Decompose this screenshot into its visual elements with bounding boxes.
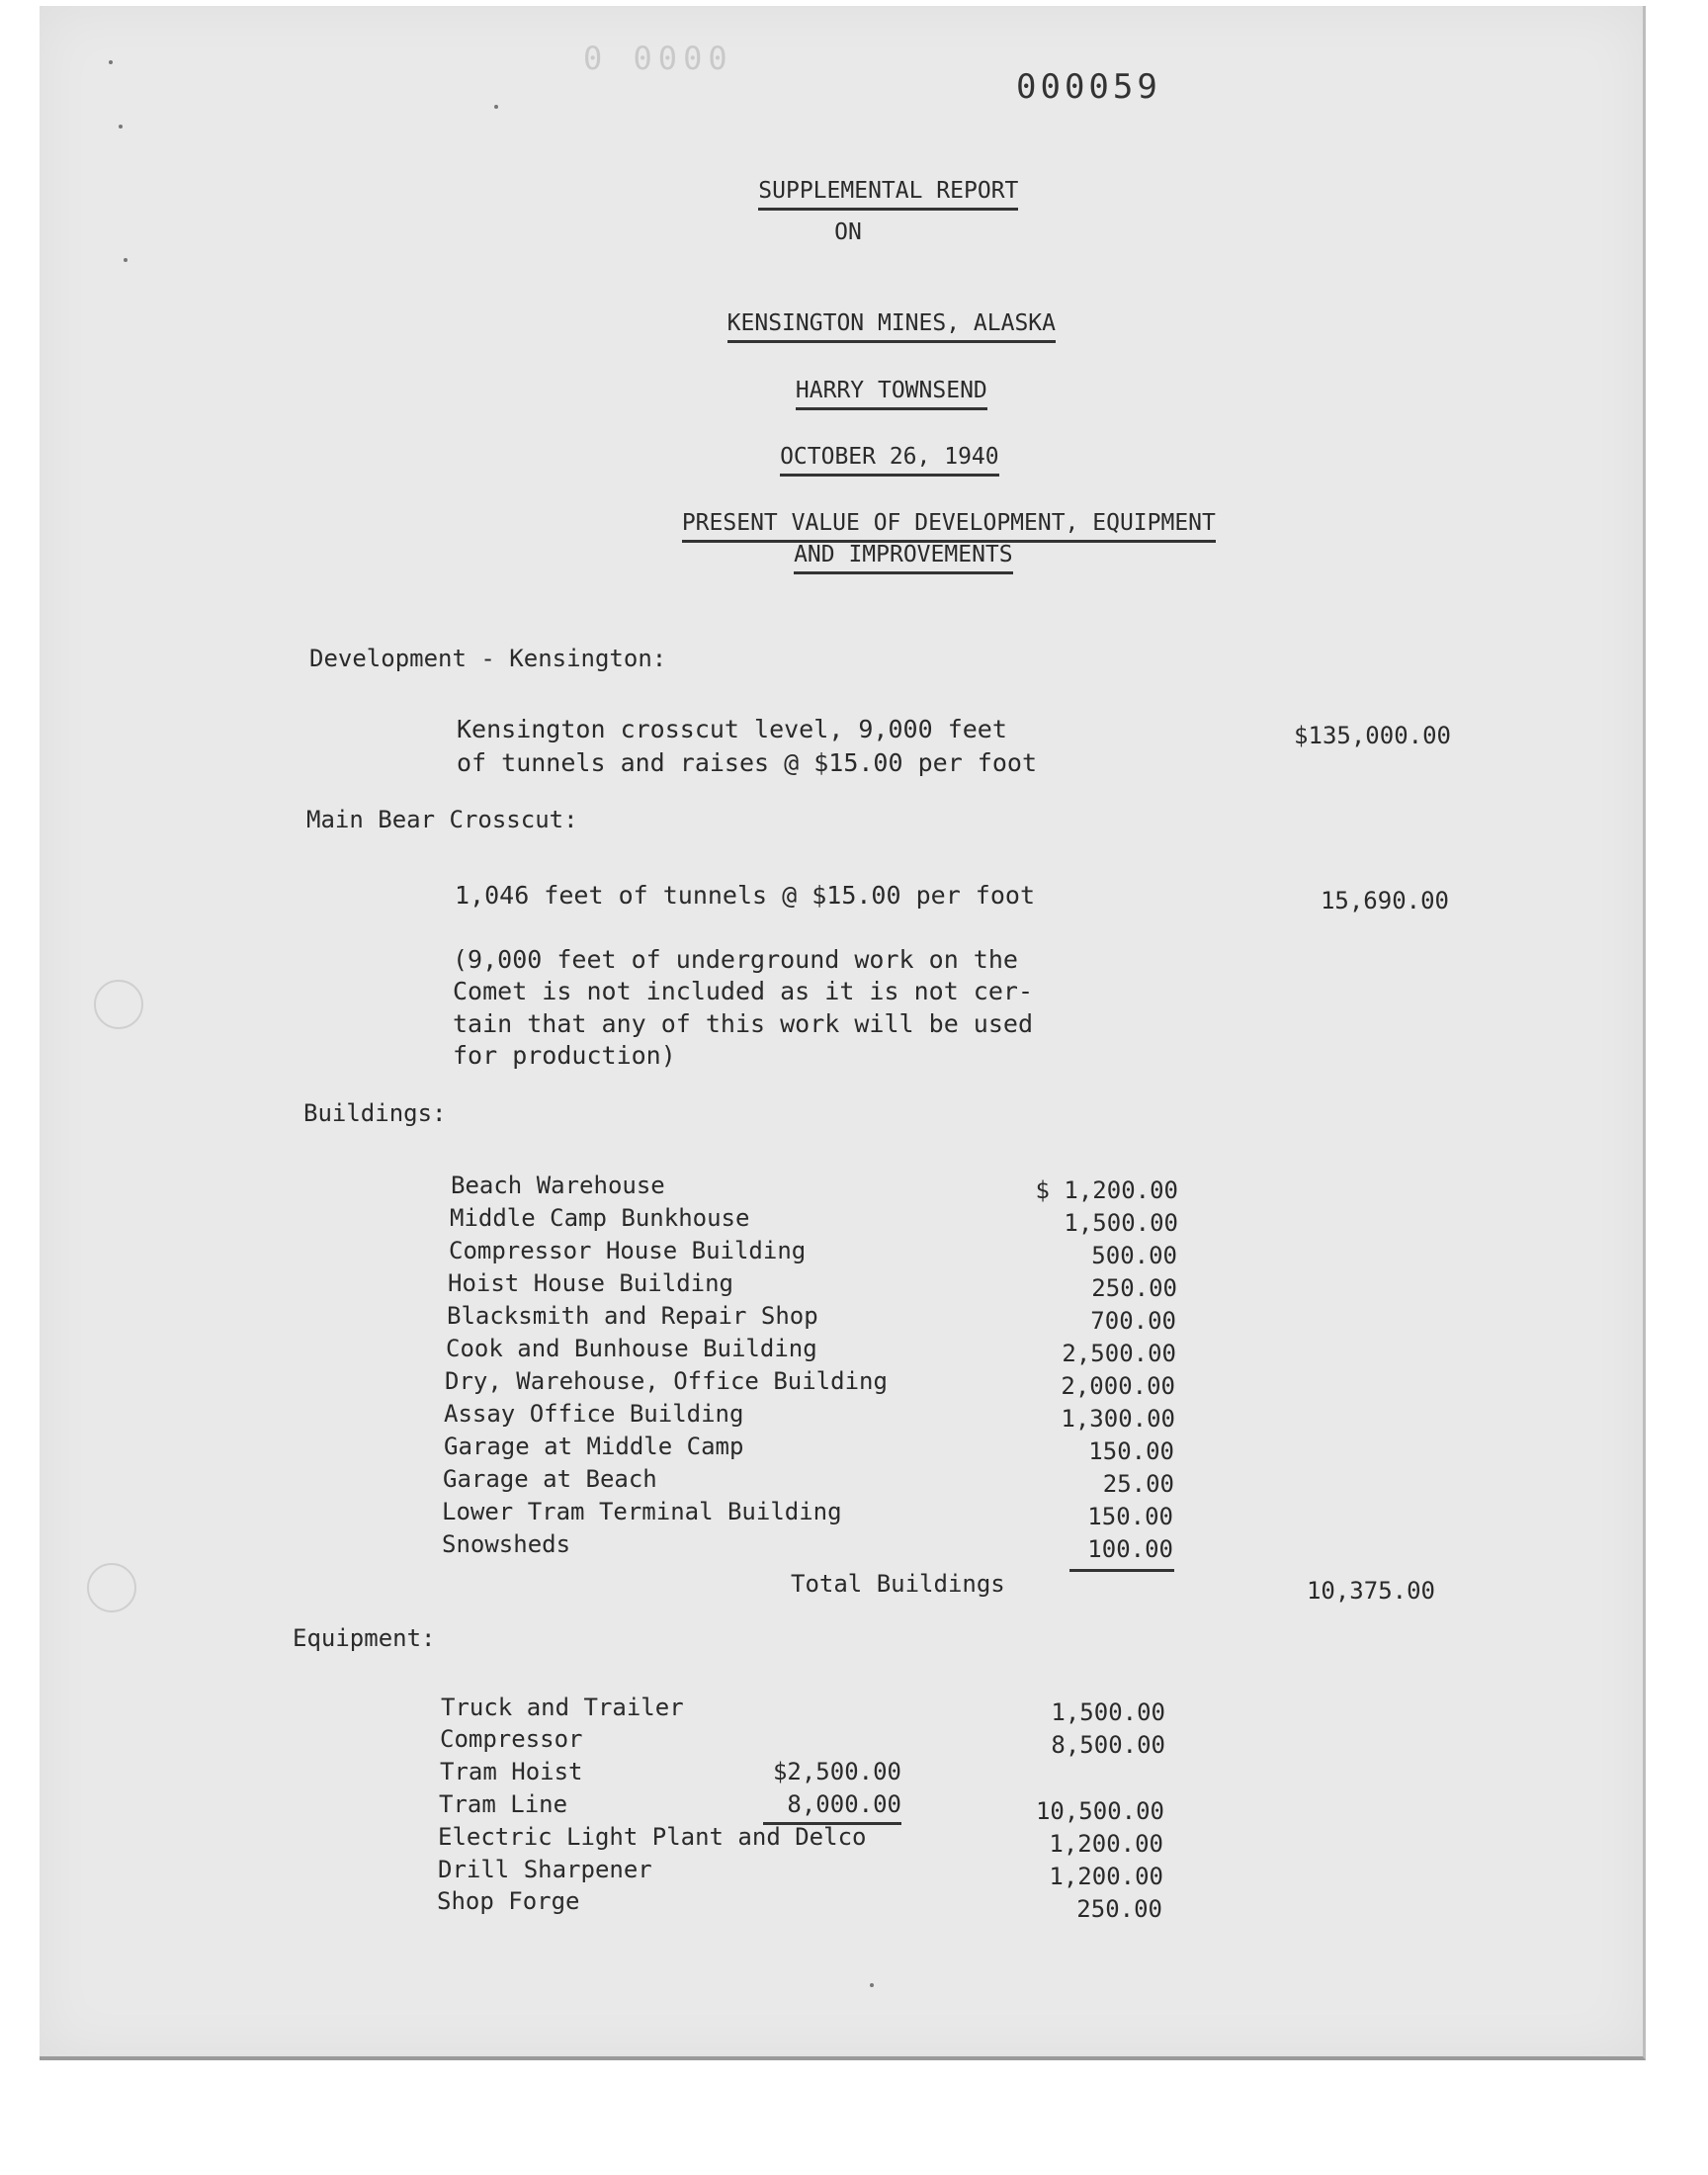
main-bear-label: Main Bear Crosscut: bbox=[306, 806, 578, 833]
report-subject: KENSINGTON MINES, ALASKA bbox=[727, 310, 1056, 343]
faint-stamp-number: 0 0000 bbox=[583, 40, 733, 77]
equipment-item-name: Electric Light Plant and Delco bbox=[438, 1823, 867, 1851]
main-bear-note-line: Comet is not included as it is not cer- bbox=[453, 977, 1033, 1005]
title-row bbox=[0, 152, 1708, 204]
building-item-value: 700.00 bbox=[1090, 1307, 1176, 1335]
building-item-name: Garage at Beach bbox=[443, 1465, 657, 1493]
speck bbox=[119, 125, 123, 129]
equipment-item-value: 250.00 bbox=[1076, 1895, 1162, 1923]
building-item-name: Middle Camp Bunkhouse bbox=[450, 1204, 750, 1232]
building-item-name: Hoist House Building bbox=[448, 1269, 733, 1297]
author-row bbox=[0, 352, 1708, 403]
punch-hole bbox=[94, 980, 143, 1029]
equipment-item-value: 1,500.00 bbox=[1051, 1698, 1165, 1726]
equipment-item-name: Compressor bbox=[440, 1725, 583, 1753]
buildings-label: Buildings: bbox=[303, 1099, 447, 1127]
building-item-value: 150.00 bbox=[1088, 1437, 1174, 1465]
equipment-item-name: Tram Line bbox=[439, 1790, 568, 1818]
building-item-value: 2,000.00 bbox=[1061, 1372, 1175, 1400]
building-item-name: Garage at Middle Camp bbox=[444, 1433, 744, 1460]
punch-hole bbox=[87, 1563, 136, 1612]
building-item-value: 150.00 bbox=[1087, 1503, 1173, 1530]
development-amount: $135,000.00 bbox=[1294, 722, 1451, 749]
speck bbox=[494, 105, 498, 109]
on-label: ON bbox=[834, 219, 862, 245]
subject-row bbox=[0, 285, 1708, 336]
main-bear-line: 1,046 feet of tunnels @ $15.00 per foot bbox=[455, 881, 1035, 910]
main-bear-note-line: for production) bbox=[453, 1041, 676, 1070]
building-item-value: 100.00 bbox=[1087, 1535, 1173, 1563]
development-label: Development - Kensington: bbox=[309, 645, 667, 672]
buildings-subtotal-rule bbox=[1069, 1569, 1174, 1572]
building-item-value: $ 1,200.00 bbox=[1035, 1176, 1178, 1204]
main-bear-note-line: (9,000 feet of underground work on the bbox=[453, 945, 1018, 974]
equipment-item-subvalue: $2,500.00 bbox=[772, 1758, 901, 1785]
building-item-value: 2,500.00 bbox=[1062, 1340, 1176, 1367]
report-title: SUPPLEMENTAL REPORT bbox=[758, 178, 1018, 211]
building-item-value: 1,500.00 bbox=[1064, 1209, 1178, 1237]
development-line1: Kensington crosscut level, 9,000 feet bbox=[457, 715, 1007, 743]
building-item-value: 25.00 bbox=[1102, 1470, 1174, 1498]
equipment-item-subvalue: 8,000.00 bbox=[787, 1790, 901, 1818]
equipment-item-name: Shop Forge bbox=[437, 1887, 580, 1915]
building-item-name: Assay Office Building bbox=[444, 1400, 744, 1428]
building-item-name: Lower Tram Terminal Building bbox=[442, 1498, 842, 1525]
building-item-name: Cook and Bunhouse Building bbox=[446, 1335, 817, 1362]
total-buildings-label: Total Buildings bbox=[791, 1570, 1005, 1598]
equipment-item-name: Drill Sharpener bbox=[438, 1856, 652, 1883]
report-author: HARRY TOWNSEND bbox=[796, 378, 987, 410]
equipment-item-name: Tram Hoist bbox=[440, 1758, 583, 1785]
building-item-name: Snowsheds bbox=[442, 1530, 571, 1558]
equipment-item-value: 1,200.00 bbox=[1049, 1830, 1163, 1858]
main-bear-amount: 15,690.00 bbox=[1320, 887, 1449, 914]
report-date: OCTOBER 26, 1940 bbox=[780, 444, 999, 477]
equipment-item-value: 8,500.00 bbox=[1051, 1731, 1165, 1759]
date-row bbox=[0, 418, 1708, 470]
document-number: 000059 bbox=[1016, 67, 1161, 107]
building-item-name: Compressor House Building bbox=[449, 1237, 807, 1264]
building-item-name: Dry, Warehouse, Office Building bbox=[445, 1367, 888, 1395]
speck bbox=[109, 60, 113, 64]
building-item-value: 1,300.00 bbox=[1061, 1405, 1175, 1433]
development-line2: of tunnels and raises @ $15.00 per foot bbox=[457, 748, 1037, 777]
building-item-name: Beach Warehouse bbox=[451, 1172, 665, 1199]
total-buildings-amount: 10,375.00 bbox=[1306, 1577, 1435, 1605]
equipment-item-value: 10,500.00 bbox=[1035, 1797, 1164, 1825]
heading-row-2 bbox=[0, 516, 1708, 567]
main-bear-note-line: tain that any of this work will be used bbox=[453, 1009, 1033, 1038]
equipment-label: Equipment: bbox=[293, 1624, 436, 1652]
equipment-item-name: Truck and Trailer bbox=[441, 1694, 684, 1721]
equipment-item-value: 1,200.00 bbox=[1049, 1863, 1163, 1890]
speck bbox=[124, 258, 128, 262]
building-item-value: 500.00 bbox=[1091, 1242, 1177, 1269]
building-item-name: Blacksmith and Repair Shop bbox=[447, 1302, 818, 1330]
speck bbox=[870, 1983, 874, 1987]
value-heading-line2: AND IMPROVEMENTS bbox=[794, 542, 1013, 574]
value-heading-line1: PRESENT VALUE OF DEVELOPMENT, EQUIPMENT bbox=[682, 510, 1216, 543]
building-item-value: 250.00 bbox=[1091, 1274, 1177, 1302]
